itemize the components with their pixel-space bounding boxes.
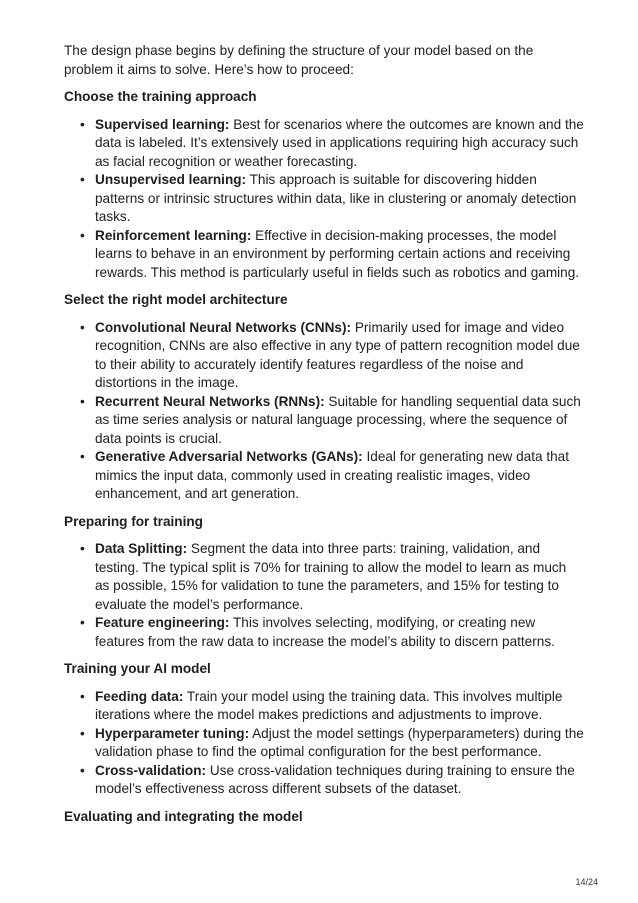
- page-number: 14/24: [575, 877, 598, 887]
- bullet-icon: •: [80, 227, 85, 243]
- list-item: [80, 448, 584, 504]
- list-item-text: This approach is suitable for discovering hidden patterns or intrinsic structures within data, like in clustering or anomaly detection tasks.: [95, 172, 577, 224]
- list-item-term: Reinforcement learning:: [95, 227, 252, 243]
- list-item: [80, 614, 584, 651]
- list-item: [80, 227, 584, 283]
- section-heading: Preparing for training: [64, 513, 203, 529]
- bullet-list: [64, 540, 584, 651]
- list-item: [80, 393, 584, 449]
- list-item: [80, 171, 584, 227]
- list-item-term: Recurrent Neural Networks (RNNs):: [95, 393, 325, 409]
- list-item-text: Best for scenarios where the outcomes are known and the data is labeled. It’s extensively used in applications requiring high accuracy such as facial recognition or weather forecasting.: [95, 116, 584, 169]
- bullet-list: [64, 116, 584, 283]
- section-heading: Evaluating and integrating the model: [64, 808, 303, 824]
- bullet-icon: •: [80, 615, 85, 630]
- list-item-text: Primarily used for image and video recognition, CNNs are also effective in any type of pattern recognition model due to their ability to accurately identify features regardless of the noise and distortions in the image.: [95, 319, 580, 390]
- list-item-text: Ideal for generating new data that mimics the input data, commonly used in creating realistic images, video enhancement, and art generation.: [95, 449, 570, 501]
- list-item-term: Feature engineering:: [95, 615, 230, 630]
- list-item-term: Convolutional Neural Networks (CNNs):: [95, 319, 352, 335]
- bullet-icon: •: [80, 541, 85, 556]
- list-item-text: Adjust the model settings (hyperparameters) during the validation phase to find the optimal configuration for the best performance.: [95, 725, 584, 759]
- bullet-list: [64, 688, 584, 799]
- list-item: [80, 762, 584, 799]
- list-item-text: This involves selecting, modifying, or creating new features from the raw data to increase the model’s ability to discern patterns.: [95, 615, 555, 649]
- bullet-icon: •: [80, 393, 85, 409]
- list-item-term: Unsupervised learning:: [95, 172, 247, 187]
- list-item-term: Cross-validation:: [95, 762, 207, 778]
- section-heading: Select the right model architecture: [64, 292, 288, 307]
- list-item: [80, 319, 584, 393]
- list-item-term: Hyperparameter tuning:: [95, 725, 250, 741]
- bullet-icon: •: [80, 449, 85, 464]
- bullet-icon: •: [80, 762, 85, 778]
- intro-paragraph: The design phase begins by defining the structure of your model based on the problem it aims to solve. Here’s how to proceed:: [64, 43, 534, 77]
- sections-container: [64, 88, 584, 826]
- list-item-text: Effective in decision-making processes, the model learns to behave in an environment by performing certain actions and receiving rewards. This method is particularly useful in fields such as robotics and gaming.: [95, 227, 580, 280]
- list-item-term: Generative Adversarial Networks (GANs):: [95, 449, 363, 464]
- list-item-text: Train your model using the training data. This involves multiple iterations where the model makes predictions and adjustments to improve.: [95, 688, 563, 722]
- list-item-term: Data Splitting:: [95, 541, 188, 556]
- list-item-text: Use cross-validation techniques during training to ensure the model’s effectiveness across different subsets of the dataset.: [95, 762, 575, 796]
- list-item-text: Segment the data into three parts: training, validation, and testing. The typical split is 70% for training to allow the model to learn as much as possible, 15% for validation to tune the parameters, and 15% for testing to evaluate the model’s performance.: [95, 541, 567, 612]
- bullet-icon: •: [80, 172, 85, 187]
- list-item-term: Supervised learning:: [95, 116, 230, 132]
- bullet-list: [64, 319, 584, 504]
- list-item: [80, 540, 584, 614]
- bullet-icon: •: [80, 116, 85, 132]
- list-item: [80, 116, 584, 172]
- document-page: [64, 42, 584, 835]
- list-item-text: Suitable for handling sequential data such as time series analysis or natural language processing, where the sequence of data points is crucial.: [95, 393, 581, 446]
- bullet-icon: •: [80, 688, 85, 704]
- bullet-icon: •: [80, 319, 85, 335]
- section-heading: Choose the training approach: [64, 89, 257, 104]
- bullet-icon: •: [80, 725, 85, 741]
- section-heading: Training your AI model: [64, 661, 211, 676]
- list-item-term: Feeding data:: [95, 688, 184, 704]
- list-item: [80, 725, 584, 762]
- list-item: [80, 688, 584, 725]
